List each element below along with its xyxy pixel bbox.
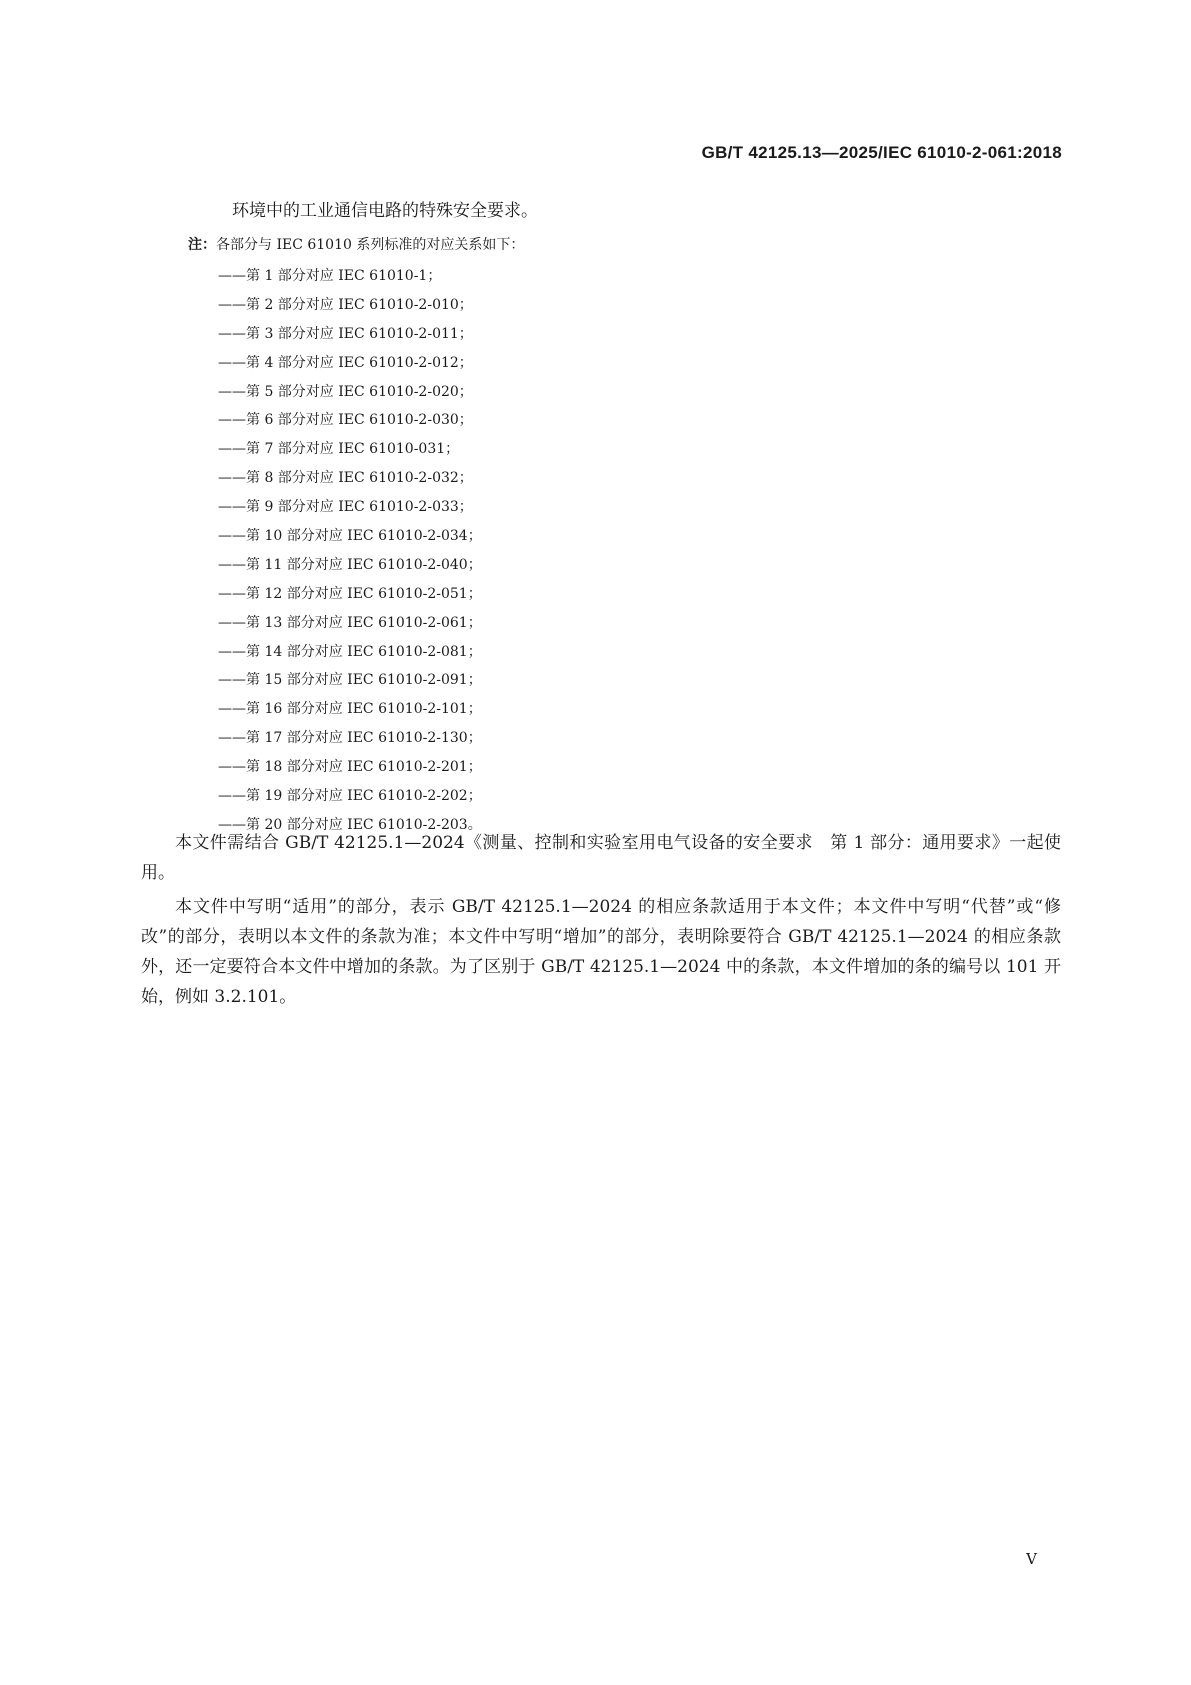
- note-list-item: ——第 14 部分对应 IEC 61010-2-081；: [218, 643, 482, 660]
- note-list-item: ——第 7 部分对应 IEC 61010-031；: [218, 441, 460, 458]
- note-list-item: ——第 5 部分对应 IEC 61010-2-020；: [218, 383, 473, 400]
- note-list-item: ——第 18 部分对应 IEC 61010-2-201；: [218, 759, 482, 776]
- note-list-item: ——第 17 部分对应 IEC 61010-2-130；: [218, 730, 482, 747]
- note-list-item: ——第 10 部分对应 IEC 61010-2-034；: [218, 528, 482, 545]
- note-list-item: ——第 20 部分对应 IEC 61010-2-203。: [218, 816, 482, 833]
- note-title-text: 各部分与 IEC 61010 系列标准的对应关系如下：: [216, 237, 525, 253]
- body-paragraph-clause-rules: 本文件中写明“适用”的部分，表示 GB/T 42125.1—2024 的相应条款适用于本文件；本文件中写明“代替”或“修改”的部分，表明以本文件的条款为准；本文件中写明“增加”的部分，表明除要符合 GB/T 42125.1—2024 的相应条款外，还一定要符合本文件中增加的条款。为了区别于 GB/T 42125.1—2024 中的条款，本文件增加的条的编号以 101 开始，例如 3.2.101。: [141, 897, 1061, 1007]
- note-list-item: ——第 16 部分对应 IEC 61010-2-101；: [218, 701, 482, 718]
- note-list-item: ——第 1 部分对应 IEC 61010-1；: [218, 268, 442, 284]
- note-correspondence-list: [218, 262, 482, 840]
- page-number: V: [1026, 1550, 1037, 1568]
- note-list-item: ——第 12 部分对应 IEC 61010-2-051；: [218, 585, 482, 602]
- note-list-item: ——第 9 部分对应 IEC 61010-2-033；: [218, 499, 473, 516]
- note-list-item: ——第 8 部分对应 IEC 61010-2-032；: [218, 470, 473, 487]
- note-list-item: ——第 2 部分对应 IEC 61010-2-010；: [218, 296, 473, 313]
- intro-paragraph-tail: 环境中的工业通信电路的特殊安全要求。: [232, 201, 538, 221]
- note-list-item: ——第 15 部分对应 IEC 61010-2-091；: [218, 672, 482, 689]
- note-list-item: ——第 6 部分对应 IEC 61010-2-030；: [218, 412, 473, 429]
- note-label: 注：: [188, 237, 216, 253]
- note-list-item: ——第 4 部分对应 IEC 61010-2-012；: [218, 354, 473, 371]
- note-list-item: ——第 13 部分对应 IEC 61010-2-061；: [218, 614, 482, 631]
- note-list-item: ——第 19 部分对应 IEC 61010-2-202；: [218, 788, 482, 805]
- note-heading: [188, 234, 524, 254]
- note-list-item: ——第 11 部分对应 IEC 61010-2-040；: [218, 556, 482, 573]
- document-header-id: GB/T 42125.13—2025/IEC 61010-2-061:2018: [701, 143, 1062, 162]
- note-list-item: ——第 3 部分对应 IEC 61010-2-011；: [218, 325, 473, 342]
- body-paragraph-usage: 本文件需结合 GB/T 42125.1—2024《测量、控制和实验室用电气设备的安全要求 第 1 部分：通用要求》一起使用。: [141, 833, 1061, 883]
